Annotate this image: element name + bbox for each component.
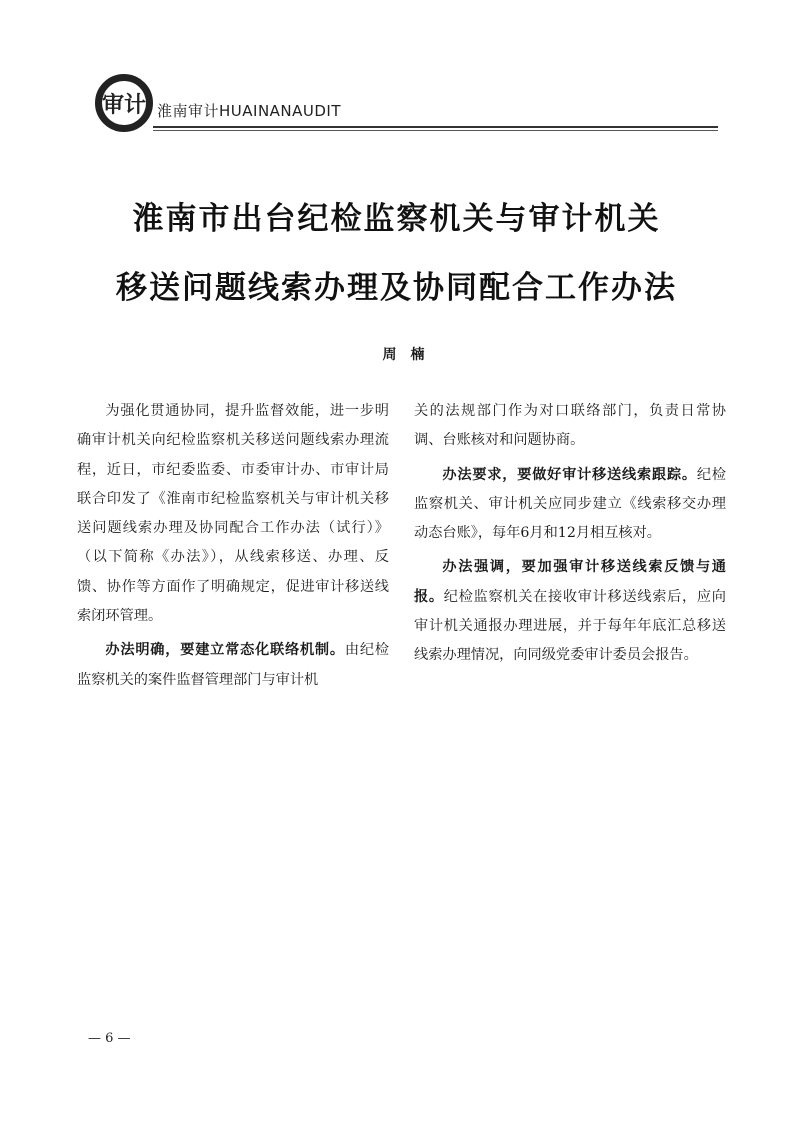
paragraph-lead: 办法要求，要做好审计移送线索跟踪。 <box>442 466 697 483</box>
page-header <box>95 70 718 132</box>
paragraph: 关的法规部门作为对口联络部门，负责日常协调、台账核对和问题协商。 <box>414 403 726 449</box>
article-author: 周楠 <box>382 347 439 363</box>
logo-text: 审计 <box>102 81 146 125</box>
paragraph <box>414 461 726 549</box>
article-column-left <box>77 397 389 695</box>
paragraph-lead: 办法明确，要建立常态化联络机制。 <box>105 642 345 659</box>
header-rule-thin <box>153 130 718 131</box>
paragraph <box>77 636 389 695</box>
paragraph <box>414 553 726 670</box>
header-rule-thick <box>153 126 718 128</box>
article-title-line2: 移送问题线索办理及协同配合工作办法 <box>116 270 677 306</box>
paragraph-body: 纪检监察机关在接收审计移送线索后，应向审计机关通报办理进展，并于每年年底汇总移送线索办理情况，向同级党委审计委员会报告。 <box>414 588 726 664</box>
paragraph-body: 纪检监察机关、审计机关应同步建立《线索移交办理动态台账》，每年6月和12月相互核对。 <box>414 466 726 542</box>
audit-logo-icon <box>95 74 153 132</box>
paragraph-lead: 办法强调，要加强审计移送线索反馈与通报。 <box>414 559 726 605</box>
page-number: — 6 — <box>88 1031 131 1046</box>
header-title: 淮南审计HUAINANAUDIT <box>157 102 342 120</box>
paragraph-body: 由纪检监察机关的案件监督管理部门与审计机 <box>77 642 389 688</box>
paragraph: 为强化贯通协同，提升监督效能，进一步明确审计机关向纪检监察机关移送问题线索办理流程，近日，市纪委监委、市委审计办、市审计局联合印发了《淮南市纪检监察机关与审计机关移送问题线索办理及协同配合工作办法（试行）》（以下简称《办法》），从线索移送、办理、反馈、协作等方面作了明确规定，促进审计移送线索闭环管理。 <box>77 403 389 625</box>
article-title-line1: 淮南市出台纪检监察机关与审计机关 <box>132 201 661 237</box>
article-column-right <box>414 397 726 671</box>
